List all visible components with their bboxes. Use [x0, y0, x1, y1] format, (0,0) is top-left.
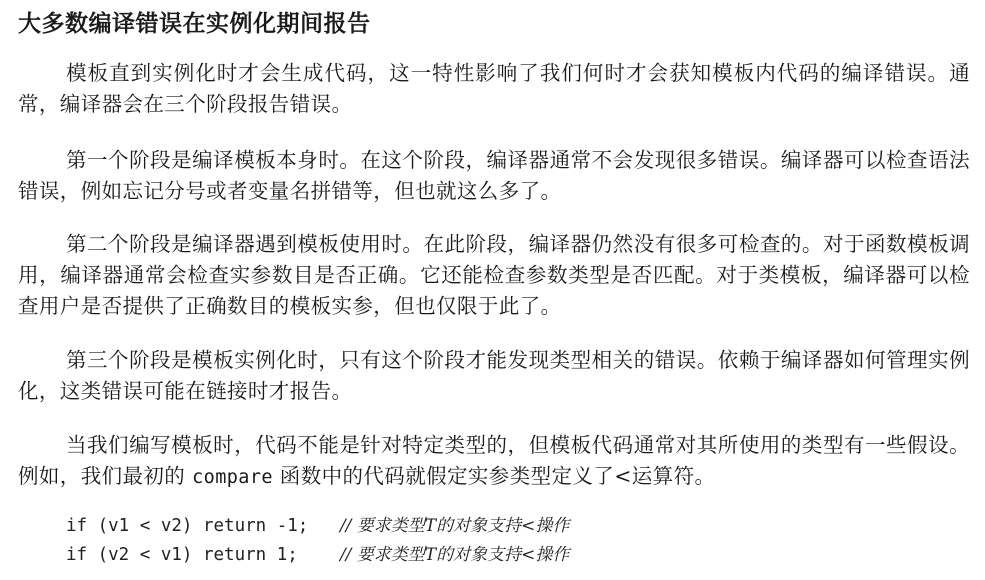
code-line-1-comment: // 要求类型T的对象支持<操作 — [339, 516, 570, 536]
inline-code-compare: compare — [192, 467, 273, 488]
code-line-2-code: if (v2 < v1) return 1; — [66, 545, 340, 565]
section-heading: 大多数编译错误在实例化期间报告 — [18, 11, 371, 37]
code-line-2-comment: // 要求类型T的对象支持<操作 — [339, 545, 570, 565]
paragraph-3: 第二个阶段是编译器遇到模板使用时。在此阶段，编译器仍然没有很多可检查的。对于函数模板调用，编译器通常会检查实参数目是否正确。它还能检查参数类型是否匹配。对于类模板，编译器可以检查用户是否提供了正确数目的模板实参，但也仅限于此了。 — [18, 232, 970, 318]
paragraph-2: 第一个阶段是编译模板本身时。在这个阶段，编译器通常不会发现很多错误。编译器可以检查语法错误，例如忘记分号或者变量名拼错等，但也就这么多了。 — [18, 148, 970, 203]
paragraph-5 — [18, 430, 970, 493]
paragraph-4: 第三个阶段是模板实例化时，只有这个阶段才能发现类型相关的错误。依赖于编译器如何管理实例化，这类错误可能在链接时才报告。 — [18, 348, 970, 403]
paragraph-5-text-after: 函数中的代码就假定实参类型定义了<运算符。 — [272, 464, 716, 488]
code-line-2 — [66, 541, 569, 569]
paragraph-5-text-before: 当我们编写模板时，代码不能是针对特定类型的，但模板代码通常对其所使用的类型有一些假设。例如，我们最初的 — [18, 433, 970, 488]
code-line-1-code: if (v1 < v2) return -1; — [66, 516, 340, 536]
code-line-1 — [66, 512, 569, 540]
paragraph-1: 模板直到实例化时才会生成代码，这一特性影响了我们何时才会获知模板内代码的编译错误。通常，编译器会在三个阶段报告错误。 — [18, 61, 970, 116]
